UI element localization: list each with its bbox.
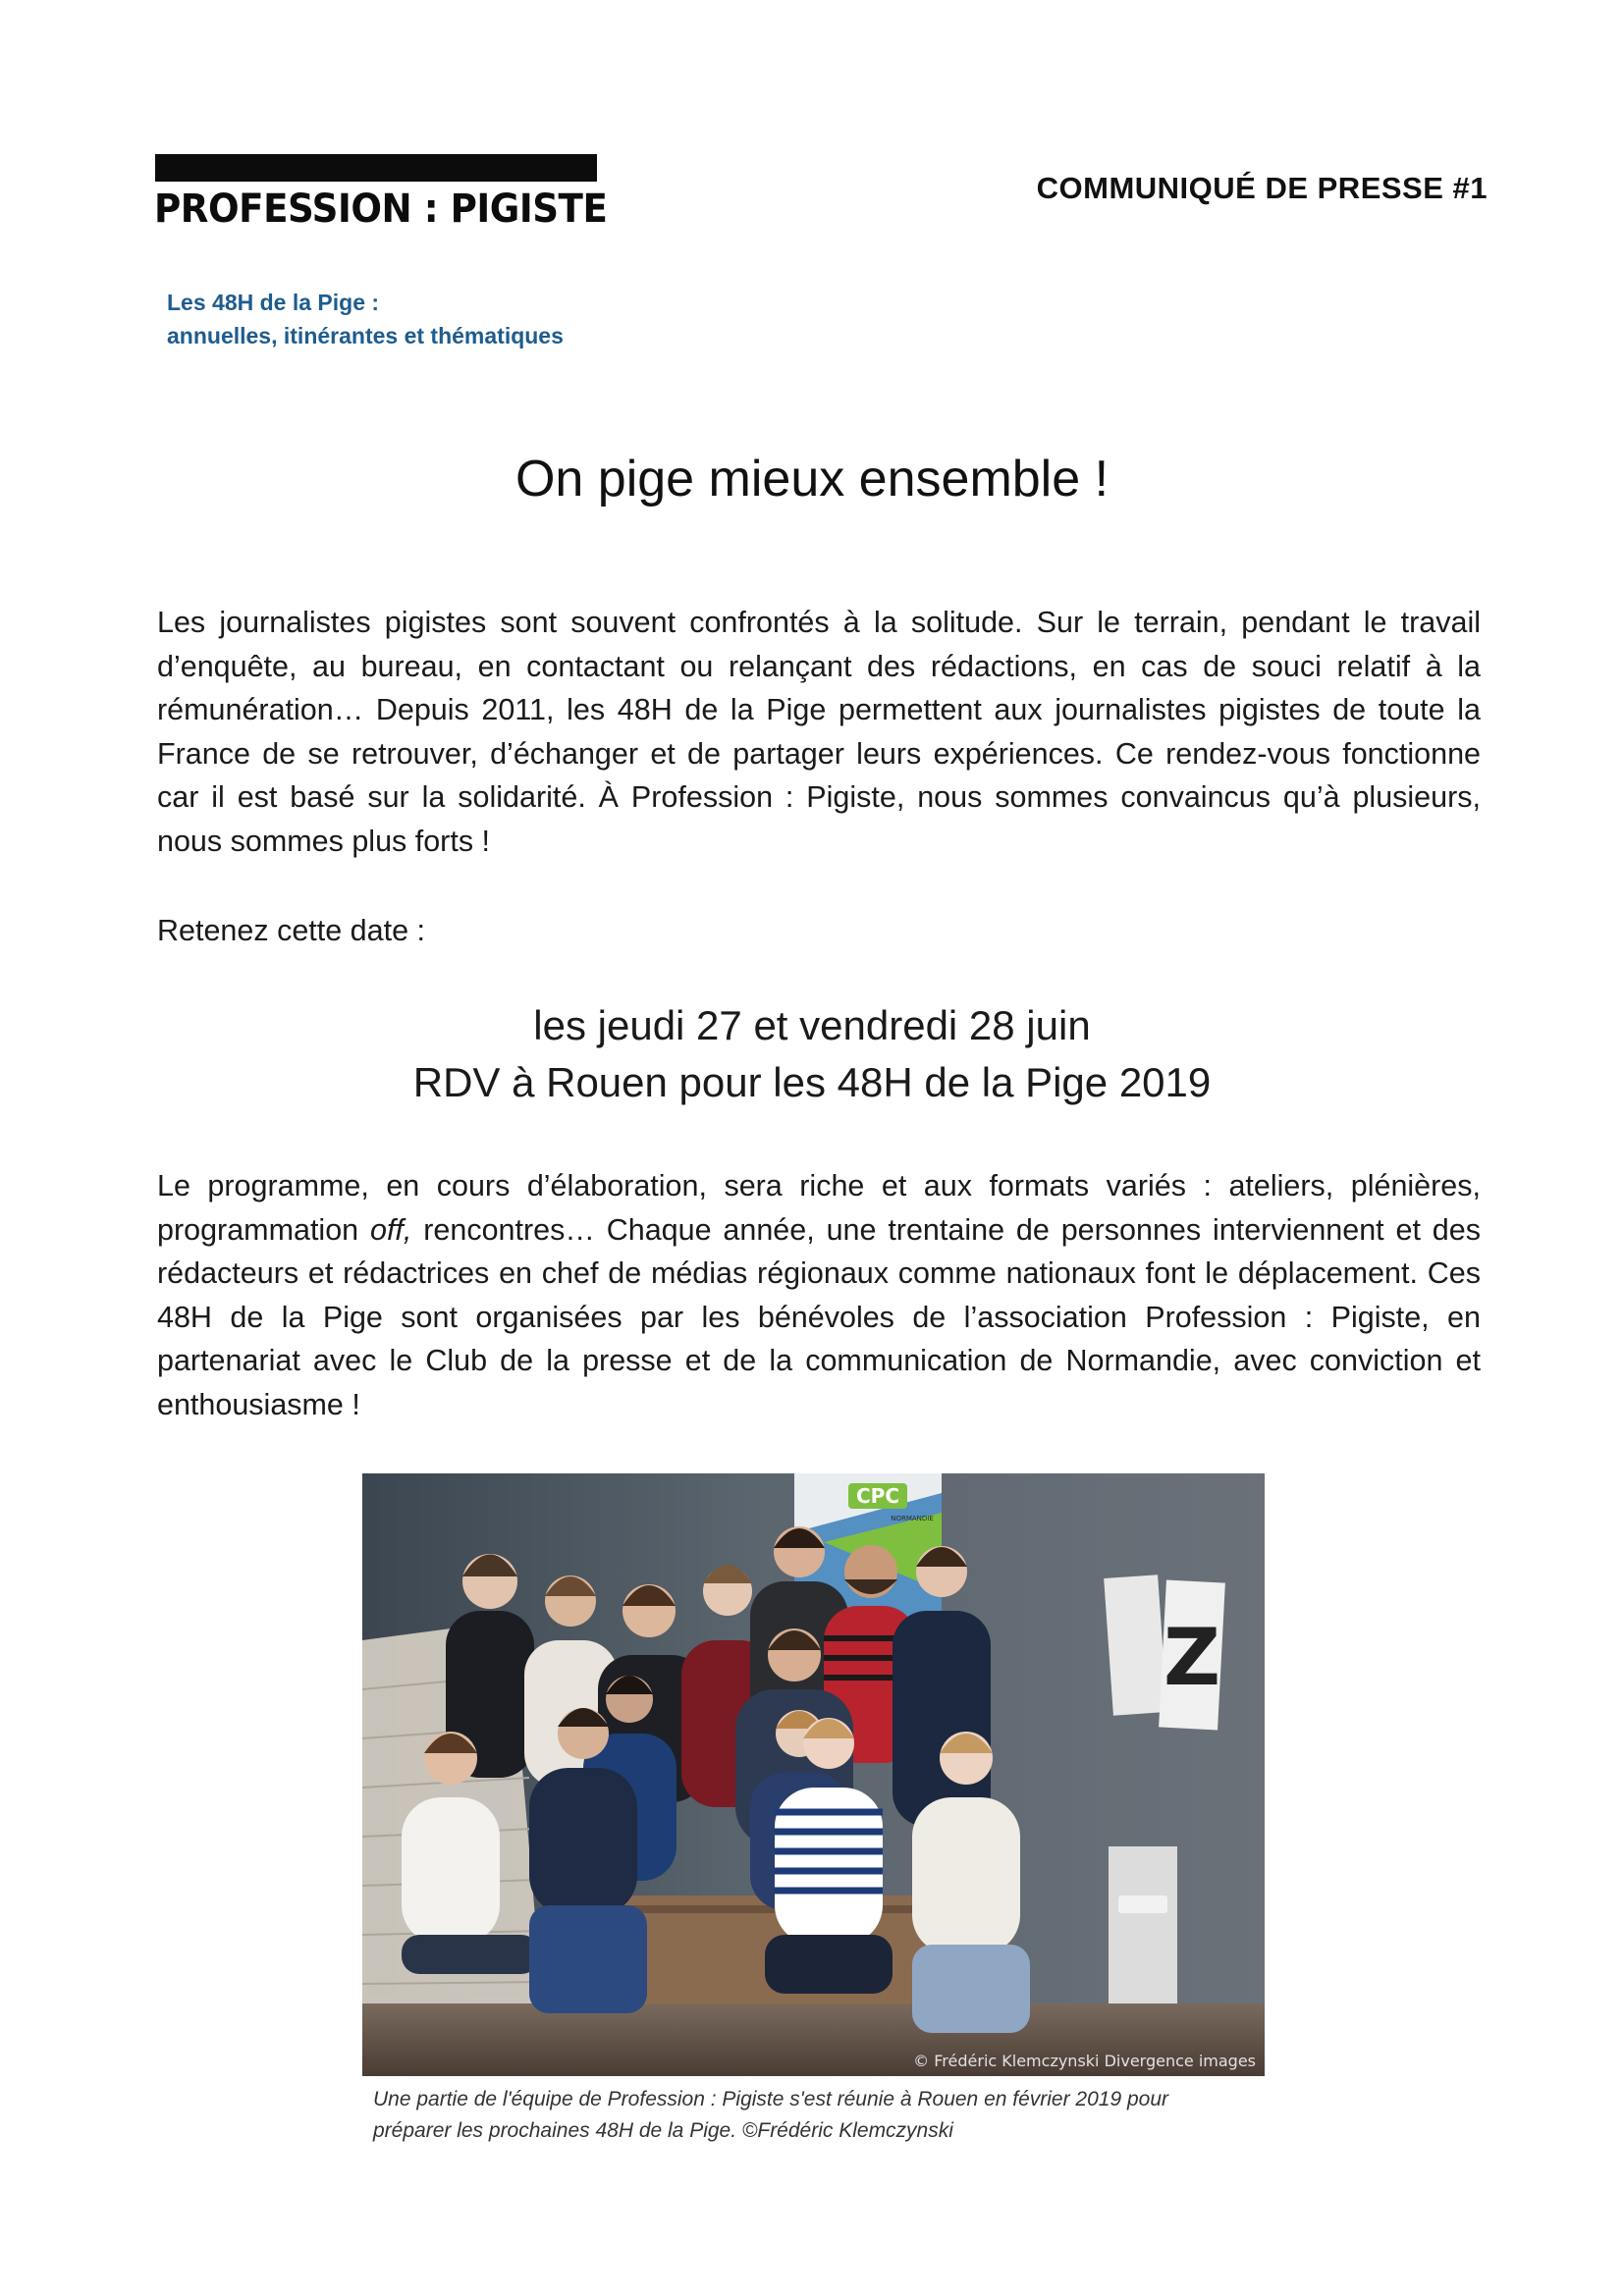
program-text-end: rencontres… Chaque année, une trentaine de personnes interviennent et des rédacteurs et rédactrices en chef de médias régionaux comme nationaux font le déplacement. Ces 48H de la Pige sont organisées par les bénévoles de l’association Profession : Pigiste, en partenariat avec le Club de la presse et de la communication de Normandie, avec conviction et enthousiasme ! (157, 1212, 1481, 1421)
program-text-off: off, (369, 1212, 412, 1247)
cpc-sub-text: NORMANDIE (891, 1515, 934, 1522)
team-photo-illustration (362, 1473, 1265, 2076)
page-title: On pige mieux ensemble ! (514, 451, 1110, 507)
paragraph-program-text (157, 1164, 1481, 1426)
logo-text: PROFESSION : PIGISTE (154, 187, 608, 232)
team-photo (362, 1473, 1265, 2076)
subtitle-line-1: Les 48H de la Pige : (167, 290, 380, 315)
press-release-label: COMMUNIQUÉ DE PRESSE #1 (1036, 171, 1488, 205)
event-location-line: RDV à Rouen pour les 48H de la Pige 2019 (412, 1059, 1212, 1105)
poster-letter: Z (1163, 1612, 1221, 1703)
photo-caption-line-1: Une partie de l'équipe de Profession : Pigiste s'est réunie à Rouen en février 2019 pour (373, 2088, 1169, 2110)
cpc-logo-text: CPC (855, 1484, 900, 1508)
retenez-label: Retenez cette date : (157, 914, 425, 947)
subtitle-line-2: annuelles, itinérantes et thématiques (167, 323, 564, 348)
photo-credit-overlay: © Frédéric Klemczynski Divergence images (913, 2052, 1256, 2070)
paragraph-program (157, 1164, 1481, 1426)
paragraph-intro-text: Les journalistes pigistes sont souvent confrontés à la solitude. Sur le terrain, pendant le travail d’enquête, au bureau, en contactant ou relançant des rédactions, en cas de souci relatif à la rémunération… Depuis 2011, les 48H de la Pige permettent aux journalistes pigistes de toute la France de se retrouver, d’échanger et de partager leurs expériences. Ce rendez-vous fonctionne car il est basé sur la solidarité. À Profession : Pigiste, nous sommes convaincus qu’à plusieurs, nous sommes plus forts ! (157, 606, 1481, 858)
paragraph-intro (157, 601, 1481, 863)
photo-caption (373, 2084, 1257, 2147)
subtitle (167, 286, 564, 352)
program-text-start: Le programme, en cours d’élaboration, sera riche et aux formats variés : ateliers, plénières, programmation (157, 1169, 1481, 1247)
event-date-block (0, 997, 1624, 1111)
photo-caption-line-2: préparer les prochaines 48H de la Pige. ©Frédéric Klemczynski (373, 2119, 953, 2142)
event-date-line: les jeudi 27 et vendredi 28 juin (533, 1002, 1091, 1048)
logo-bar (155, 154, 597, 182)
